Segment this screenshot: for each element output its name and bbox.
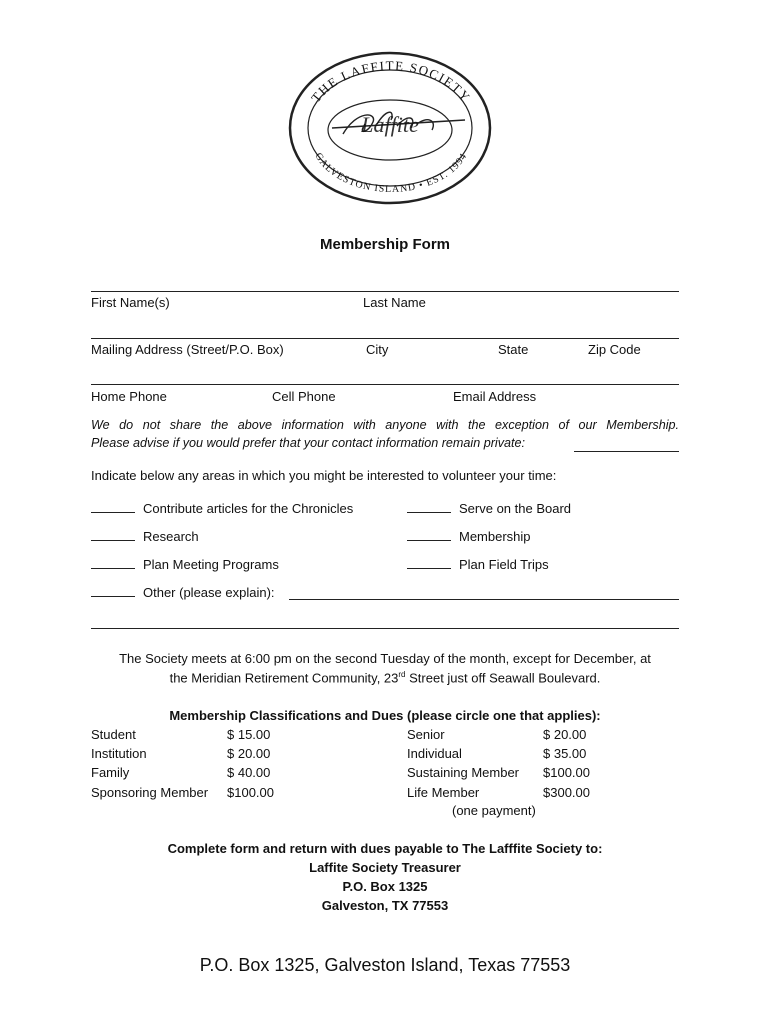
city-label: City <box>366 342 389 357</box>
membership-label: Membership <box>459 529 531 544</box>
last-name-label: Last Name <box>363 295 426 310</box>
privacy-preference-blank[interactable] <box>574 451 679 452</box>
research-label: Research <box>143 529 199 544</box>
dues-life-note: (one payment) <box>452 803 536 818</box>
form-title: Membership Form <box>319 236 451 253</box>
membership-blank[interactable] <box>407 528 451 541</box>
dues-institution-price: $ 20.00 <box>227 746 271 761</box>
volunteer-field-trips <box>407 556 549 572</box>
board-blank[interactable] <box>407 500 451 513</box>
volunteer-other <box>91 584 275 600</box>
volunteer-research <box>91 528 199 544</box>
dues-senior-price: $ 20.00 <box>543 727 587 742</box>
laffite-society-logo <box>287 50 493 206</box>
return-line2: Laffite Society Treasurer <box>309 860 461 875</box>
volunteer-intro: Indicate below any areas in which you might be interested to volunteer your time: <box>91 468 557 483</box>
programs-blank[interactable] <box>91 556 135 569</box>
mailing-address-label: Mailing Address (Street/P.O. Box) <box>91 342 284 357</box>
other-explain-line-2[interactable] <box>91 628 679 629</box>
dues-family[interactable]: Family <box>91 765 130 780</box>
dues-institution[interactable]: Institution <box>91 746 147 761</box>
svg-text:Laffite: Laffite <box>361 112 419 137</box>
privacy-note-line2: Please advise if you would prefer that your contact information remain private: <box>91 436 526 450</box>
address-line[interactable] <box>91 338 679 339</box>
cell-phone-label: Cell Phone <box>272 389 336 404</box>
return-line4: Galveston, TX 77553 <box>321 898 449 913</box>
other-blank[interactable] <box>91 584 135 597</box>
volunteer-programs <box>91 556 279 572</box>
dues-sponsoring[interactable]: Sponsoring Member <box>91 785 209 800</box>
first-last-name-line[interactable] <box>91 291 679 292</box>
dues-heading: Membership Classifications and Dues (please circle one that applies): <box>169 708 601 723</box>
dues-individual[interactable]: Individual <box>407 746 462 761</box>
articles-blank[interactable] <box>91 500 135 513</box>
svg-text:THE LAFFITE SOCIETY: THE LAFFITE SOCIETY <box>307 57 474 106</box>
svg-text:GALVESTON ISLAND • EST. 1994: GALVESTON ISLAND • EST. 1994 <box>312 151 470 196</box>
return-line3: P.O. Box 1325 <box>342 879 428 894</box>
meeting-info-line2: the Meridian Retirement Community, 23rd Street just off Seawall Boulevard. <box>169 670 601 686</box>
phone-email-line[interactable] <box>91 384 679 385</box>
state-label: State <box>498 342 529 357</box>
home-phone-label: Home Phone <box>91 389 167 404</box>
dues-student-price: $ 15.00 <box>227 727 271 742</box>
field-trips-blank[interactable] <box>407 556 451 569</box>
return-line1: Complete form and return with dues payable to The Lafffite Society to: <box>167 841 603 856</box>
research-blank[interactable] <box>91 528 135 541</box>
programs-label: Plan Meeting Programs <box>143 557 279 572</box>
dues-family-price: $ 40.00 <box>227 765 271 780</box>
other-label: Other (please explain): <box>143 585 275 600</box>
other-explain-line[interactable] <box>289 599 679 600</box>
dues-student[interactable]: Student <box>91 727 136 742</box>
dues-life[interactable]: Life Member <box>407 785 480 800</box>
board-label: Serve on the Board <box>459 501 572 516</box>
volunteer-board <box>407 500 571 516</box>
dues-sustaining[interactable]: Sustaining Member <box>407 765 519 780</box>
articles-label: Contribute articles for the Chronicles <box>143 501 354 516</box>
meeting-info-line1: The Society meets at 6:00 pm on the second Tuesday of the month, except for December, at <box>119 651 651 666</box>
dues-life-price: $300.00 <box>543 785 590 800</box>
email-address-label: Email Address <box>453 389 537 404</box>
footer-address: P.O. Box 1325, Galveston Island, Texas 77553 <box>199 955 571 975</box>
privacy-note-line1: We do not share the above information with anyone with the exception of our Membership. <box>91 418 679 432</box>
dues-sponsoring-price: $100.00 <box>227 785 274 800</box>
dues-individual-price: $ 35.00 <box>543 746 587 761</box>
volunteer-membership <box>407 528 531 544</box>
zip-code-label: Zip Code <box>588 342 641 357</box>
dues-sustaining-price: $100.00 <box>543 765 590 780</box>
dues-senior[interactable]: Senior <box>407 727 445 742</box>
volunteer-articles <box>91 500 353 516</box>
field-trips-label: Plan Field Trips <box>459 557 549 572</box>
first-name-label: First Name(s) <box>91 295 170 310</box>
